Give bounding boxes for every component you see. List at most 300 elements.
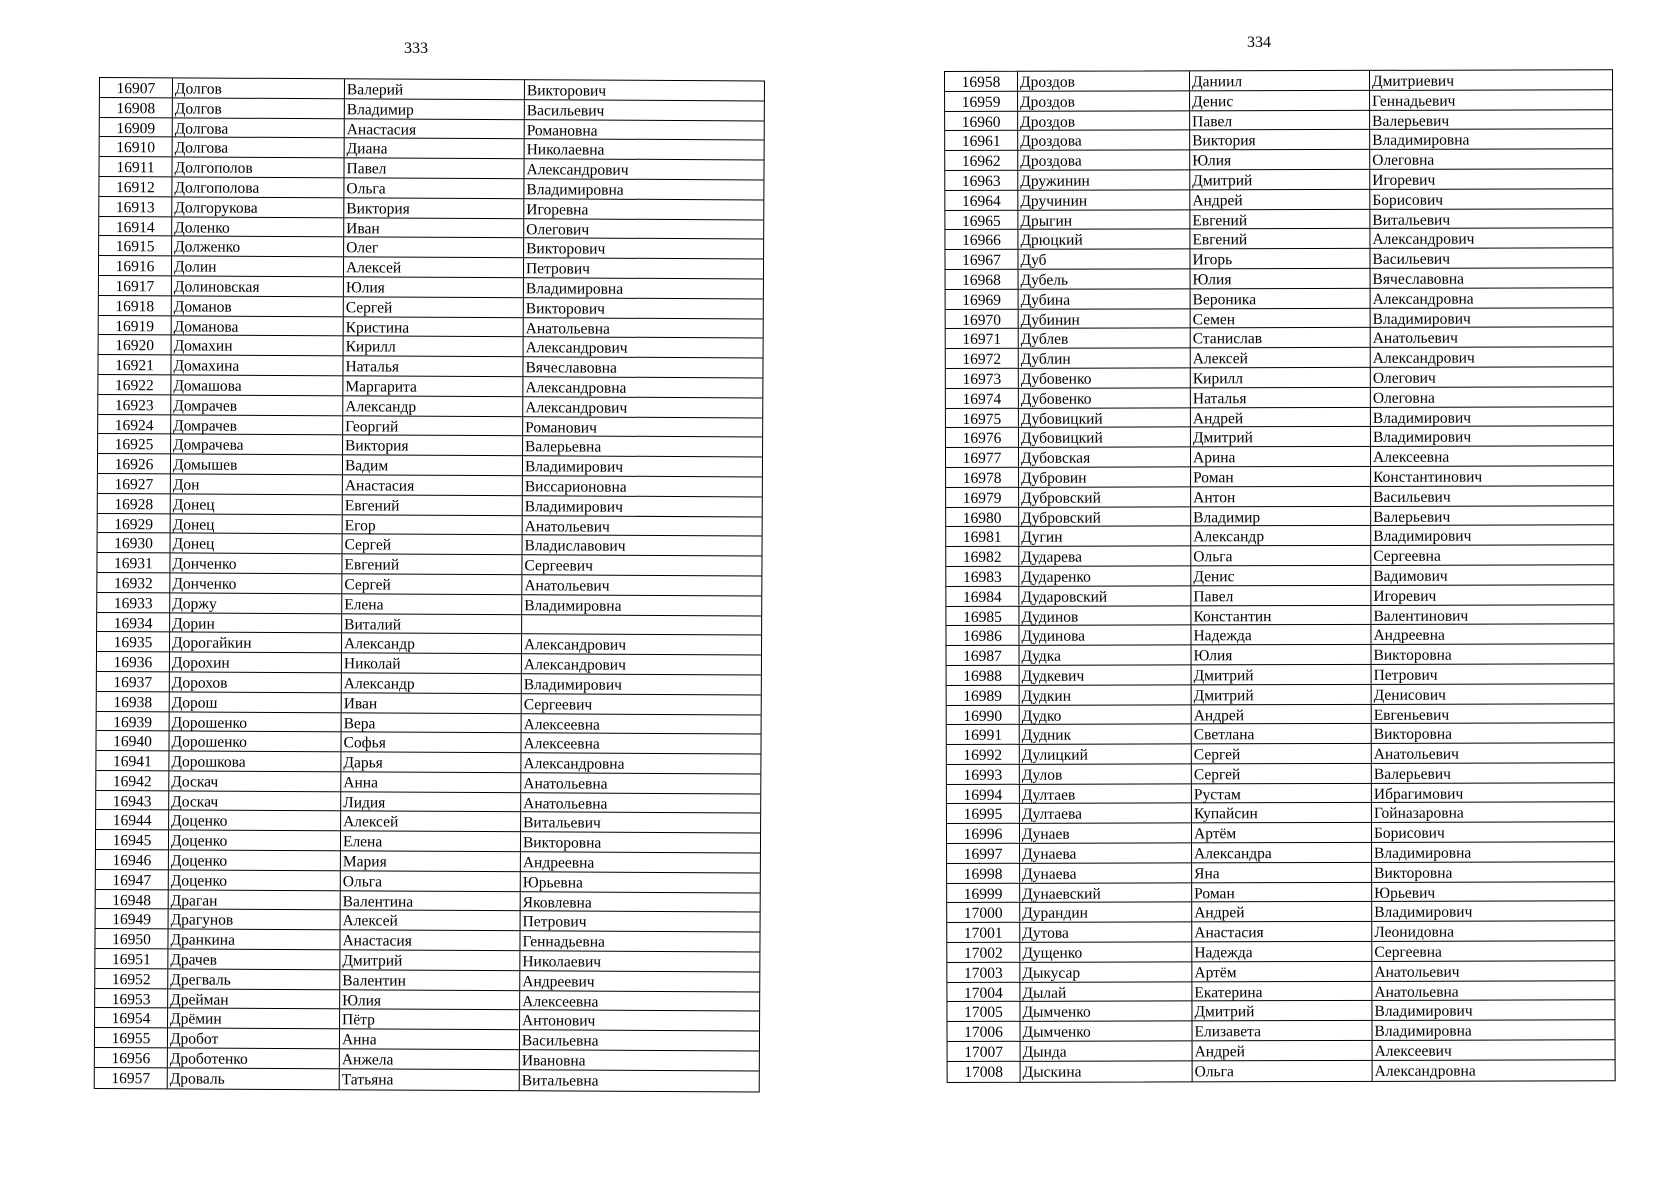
first-name-cell: Надежда — [1191, 625, 1371, 644]
last-name-cell: Дубель — [1019, 269, 1191, 288]
record-number-cell: 16989 — [947, 686, 1020, 705]
patronymic-cell: Виссарионовна — [524, 478, 627, 496]
first-name-cell: Яна — [1192, 863, 1372, 882]
record-number-cell: 16913 — [99, 197, 172, 216]
first-name-cell: Александр — [342, 673, 522, 693]
first-name-cell: Сергей — [343, 535, 523, 555]
first-name-cell: Наталья — [343, 356, 523, 376]
record-number-cell: 16952 — [95, 969, 168, 988]
patronymic-cell: Александрович — [525, 339, 628, 358]
first-name-cell: Диана — [345, 139, 525, 159]
last-name-cell: Дрыгин — [1018, 210, 1190, 229]
last-name-cell: Дущенко — [1020, 942, 1192, 961]
table-row — [946, 347, 1613, 369]
record-number-cell: 16950 — [95, 929, 168, 948]
patronymic-cell: Олегович — [1372, 369, 1436, 387]
last-name-cell: Дублев — [1019, 329, 1191, 348]
first-name-cell: Денис — [1190, 91, 1370, 110]
last-name-cell: Донец — [171, 514, 343, 534]
last-name-cell: Дултаев — [1020, 784, 1192, 803]
first-name-cell: Александр — [1191, 526, 1371, 545]
record-number-cell: 16924 — [98, 415, 171, 434]
patronymic-cell: Владиславович — [524, 537, 626, 556]
record-number-cell: 16990 — [947, 705, 1020, 724]
table-row — [947, 941, 1614, 963]
last-name-cell: Донец — [171, 534, 343, 554]
first-name-cell: Софья — [341, 733, 521, 753]
last-name-cell: Драчев — [168, 949, 340, 969]
patronymic-cell: Викторовна — [1373, 725, 1453, 743]
last-name-cell: Долин — [172, 257, 344, 277]
first-name-cell: Вадим — [343, 455, 523, 475]
first-name-cell: Алексей — [341, 911, 521, 931]
first-name-cell: Анна — [340, 1030, 520, 1050]
record-number-cell: 17006 — [947, 1022, 1020, 1041]
first-name-cell: Наталья — [1191, 388, 1371, 407]
table-row — [946, 308, 1613, 330]
first-name-cell: Георгий — [343, 416, 523, 436]
patronymic-cell: Андреевна — [522, 854, 595, 872]
patronymic-cell: Владимирович — [1372, 310, 1471, 328]
patronymic-cell: Викторовна — [1373, 646, 1452, 664]
record-number-cell: 16956 — [95, 1048, 168, 1067]
first-name-cell: Андрей — [1192, 704, 1372, 723]
patronymic-cell: Александрович — [526, 161, 629, 179]
table-row — [945, 90, 1612, 112]
table-row — [945, 229, 1612, 251]
table-row — [946, 328, 1613, 350]
last-name-cell: Дорошенко — [170, 712, 342, 732]
last-name-cell: Дроздов — [1018, 71, 1190, 90]
last-name-cell: Доскач — [169, 791, 341, 811]
first-name-cell: Татьяна — [340, 1069, 520, 1090]
table-row — [946, 466, 1613, 488]
last-name-cell: Дроваль — [168, 1068, 340, 1089]
patronymic-cell: Александрович — [523, 656, 626, 674]
patronymic-cell: Александрович — [1372, 349, 1475, 367]
record-number-cell: 16937 — [97, 672, 170, 691]
first-name-cell: Дарья — [341, 752, 521, 772]
last-name-cell: Дроздов — [1018, 91, 1190, 110]
last-name-cell: Доскач — [169, 771, 341, 791]
last-name-cell: Дунаевский — [1020, 883, 1192, 902]
table-row — [947, 1020, 1614, 1042]
last-name-cell: Дунаев — [1020, 824, 1192, 843]
table-row — [947, 981, 1614, 1003]
first-name-cell: Елена — [342, 594, 522, 614]
last-name-cell: Дубинин — [1019, 309, 1191, 328]
last-name-cell: Дубина — [1019, 289, 1191, 308]
last-name-cell: Дударовский — [1019, 586, 1191, 605]
record-number-cell: 16983 — [946, 567, 1019, 586]
last-name-cell: Дылай — [1020, 982, 1192, 1001]
last-name-cell: Домахин — [172, 336, 344, 356]
patronymic-cell: Ибрагимович — [1373, 785, 1464, 803]
table-row — [947, 783, 1614, 805]
patronymic-cell: Гойназаровна — [1373, 805, 1464, 823]
last-name-cell: Дудинов — [1019, 606, 1191, 625]
patronymic-cell: Анатольевич — [1374, 963, 1460, 981]
first-name-cell: Евгений — [1190, 229, 1370, 248]
patronymic-cell: Викторовна — [1374, 864, 1453, 882]
table-row — [948, 1040, 1615, 1062]
last-name-cell: Дымченко — [1020, 1002, 1192, 1021]
patronymic-cell: Анатольевич — [1372, 330, 1458, 348]
first-name-cell: Купайсин — [1192, 803, 1372, 822]
record-number-cell: 16968 — [946, 270, 1019, 289]
last-name-cell: Долгополов — [172, 158, 344, 178]
last-name-cell: Долгова — [173, 138, 345, 158]
record-number-cell: 16958 — [945, 72, 1018, 91]
table-row — [947, 823, 1614, 845]
record-number-cell: 16917 — [99, 276, 172, 295]
patronymic-cell: Геннадьевич — [1372, 92, 1456, 110]
first-name-cell: Александра — [1192, 843, 1372, 862]
last-name-cell: Долгова — [173, 118, 345, 138]
patronymic-cell: Александрович — [523, 636, 627, 655]
first-name-cell: Арина — [1191, 447, 1371, 466]
first-name-cell: Кирилл — [1191, 368, 1371, 387]
first-name-cell: Пётр — [340, 1010, 520, 1030]
patronymic-cell: Андреевна — [1373, 627, 1445, 644]
first-name-cell: Анна — [341, 772, 521, 792]
table-row — [947, 763, 1614, 785]
first-name-cell: Виктория — [344, 198, 524, 218]
table-row — [948, 1060, 1615, 1082]
patronymic-cell: Николаевна — [526, 141, 605, 160]
patronymic-cell: Игоревна — [526, 201, 589, 219]
record-number-cell: 16974 — [946, 389, 1019, 408]
last-name-cell: Дрейман — [168, 989, 340, 1009]
record-number-cell: 16944 — [96, 810, 169, 829]
first-name-cell: Сергей — [1192, 744, 1372, 763]
last-name-cell: Дроботенко — [168, 1048, 340, 1068]
patronymic-cell: Владимировна — [525, 280, 624, 298]
last-name-cell: Дында — [1021, 1041, 1193, 1060]
last-name-cell: Дублин — [1019, 349, 1191, 368]
last-name-cell: Домрачев — [171, 395, 343, 415]
first-name-cell: Павел — [344, 158, 524, 178]
last-name-cell: Дробот — [168, 1029, 340, 1049]
first-name-cell: Вера — [342, 713, 522, 733]
table-row — [946, 565, 1613, 587]
last-name-cell: Дударенко — [1019, 566, 1191, 585]
record-number-cell: 16962 — [945, 151, 1018, 170]
first-name-cell: Алексей — [1191, 348, 1371, 367]
record-number-cell: 16969 — [946, 290, 1019, 309]
first-name-cell: Ольга — [341, 871, 521, 891]
patronymic-cell: Анатольевич — [1373, 745, 1460, 763]
last-name-cell: Дубровский — [1019, 507, 1191, 526]
table-row — [946, 506, 1613, 528]
last-name-cell: Драган — [169, 890, 341, 910]
record-number-cell: 16959 — [945, 92, 1018, 111]
first-name-cell: Дмитрий — [1192, 685, 1372, 704]
record-number-cell: 16957 — [95, 1068, 168, 1088]
first-name-cell: Артём — [1192, 962, 1372, 981]
first-name-cell: Валентин — [340, 970, 520, 990]
first-name-cell: Олег — [344, 238, 524, 258]
last-name-cell: Дорин — [170, 613, 342, 633]
record-number-cell: 16918 — [99, 296, 172, 315]
first-name-cell: Юлия — [1192, 645, 1372, 664]
record-number-cell: 16943 — [96, 791, 169, 810]
patronymic-cell: Николаевич — [522, 953, 602, 971]
first-name-cell: Александр — [343, 396, 523, 416]
patronymic-cell: Владимирович — [1372, 428, 1472, 447]
patronymic-cell: Александрович — [1372, 230, 1475, 249]
patronymic-cell: Юрьевич — [1374, 884, 1436, 902]
patronymic-cell: Игоревич — [1372, 171, 1436, 189]
record-number-cell: 16914 — [99, 217, 172, 236]
patronymic-cell: Александровна — [523, 755, 625, 773]
patronymic-cell: Александрович — [525, 398, 628, 417]
record-number-cell: 16946 — [96, 850, 169, 869]
first-name-cell: Валерий — [345, 79, 525, 99]
first-name-cell: Павел — [1191, 586, 1371, 605]
last-name-cell: Дроздова — [1018, 151, 1190, 170]
last-name-cell: Дымченко — [1020, 1022, 1192, 1041]
patronymic-cell: Владимирович — [1374, 904, 1473, 922]
last-name-cell: Дудник — [1020, 725, 1192, 744]
record-number-cell: 16972 — [946, 349, 1019, 368]
patronymic-cell: Игоревич — [1373, 587, 1437, 605]
last-name-cell: Дултаева — [1020, 804, 1192, 823]
record-number-cell: 16994 — [947, 784, 1020, 803]
record-number-cell: 16948 — [96, 890, 169, 909]
first-name-cell: Юлия — [1191, 269, 1371, 288]
first-name-cell: Андрей — [1193, 1041, 1373, 1060]
record-number-cell: 16961 — [945, 131, 1018, 150]
patronymic-cell: Владимировна — [1374, 844, 1472, 862]
patronymic-cell: Вячеславовна — [525, 359, 618, 377]
patronymic-cell: Евгеньевич — [1373, 706, 1450, 724]
last-name-cell: Доленко — [172, 217, 344, 237]
first-name-cell: Дмитрий — [1192, 665, 1372, 684]
last-name-cell: Дранкина — [168, 930, 340, 950]
last-name-cell: Дорогайкин — [170, 633, 342, 653]
first-name-cell: Андрей — [1192, 902, 1372, 921]
first-name-cell: Евгений — [342, 554, 522, 574]
last-name-cell: Дулицкий — [1020, 744, 1192, 763]
first-name-cell: Константин — [1191, 605, 1371, 624]
record-number-cell: 16995 — [947, 804, 1020, 823]
patronymic-cell: Владимировна — [1372, 132, 1470, 150]
patronymic-cell: Викторович — [526, 82, 607, 100]
page-number: 333 — [404, 40, 428, 57]
patronymic-cell: Владимирович — [1373, 527, 1472, 546]
record-number-cell: 16933 — [97, 593, 170, 612]
last-name-cell: Дударева — [1019, 546, 1191, 565]
record-number-cell: 16927 — [98, 474, 171, 493]
record-number-cell: 17002 — [947, 943, 1020, 962]
record-number-cell: 16921 — [98, 355, 171, 374]
last-name-cell: Долгополова — [172, 177, 344, 197]
first-name-cell: Семен — [1191, 308, 1371, 327]
patronymic-cell: Петрович — [522, 913, 587, 932]
record-number-cell: 16942 — [96, 771, 169, 790]
record-number-cell: 16978 — [946, 468, 1019, 487]
record-number-cell: 16979 — [946, 488, 1019, 507]
patronymic-cell: Петрович — [1373, 666, 1438, 684]
patronymic-cell: Алексеевна — [522, 992, 599, 1011]
first-name-cell: Анастасия — [340, 931, 520, 951]
table-row — [945, 70, 1612, 92]
record-number-cell: 16919 — [99, 316, 172, 335]
first-name-cell: Станислав — [1191, 328, 1371, 347]
record-number-cell: 16980 — [946, 507, 1019, 526]
table-row — [946, 427, 1613, 449]
record-number-cell: 16951 — [95, 949, 168, 968]
last-name-cell: Дон — [171, 474, 343, 494]
patronymic-cell: Валентинович — [1373, 607, 1469, 625]
last-name-cell: Дубровин — [1019, 467, 1191, 486]
last-name-cell: Дубовицкий — [1019, 408, 1191, 427]
table-row — [946, 288, 1613, 310]
patronymic-cell — [522, 615, 761, 635]
last-name-cell: Домрачев — [171, 415, 343, 435]
patronymic-cell: Владимирович — [523, 676, 623, 694]
last-name-cell: Донченко — [170, 573, 342, 593]
patronymic-cell: Петрович — [525, 260, 590, 278]
record-number-cell: 16985 — [946, 606, 1019, 625]
last-name-cell: Дулов — [1020, 764, 1192, 783]
first-name-cell: Николай — [342, 653, 522, 673]
patronymic-cell: Анатольевич — [524, 577, 610, 595]
last-name-cell: Дрёмин — [168, 1009, 340, 1029]
last-name-cell: Дудко — [1020, 705, 1192, 724]
first-name-cell: Ольга — [1191, 546, 1371, 565]
patronymic-cell: Владимирович — [524, 458, 624, 476]
record-number-cell: 17008 — [948, 1062, 1021, 1082]
record-number-cell: 17004 — [947, 982, 1020, 1001]
patronymic-cell: Борисович — [1372, 191, 1444, 209]
table-row — [947, 862, 1614, 884]
table-row — [95, 1068, 759, 1091]
first-name-cell: Мария — [341, 851, 521, 871]
record-number-cell: 16908 — [100, 98, 173, 117]
table-row — [947, 1001, 1614, 1023]
first-name-cell: Маргарита — [343, 376, 523, 396]
first-name-cell: Владимир — [1191, 506, 1371, 525]
record-number-cell: 17001 — [947, 923, 1020, 942]
last-name-cell: Дроздов — [1018, 111, 1190, 130]
first-name-cell: Егор — [343, 515, 523, 535]
first-name-cell: Сергей — [1192, 764, 1372, 783]
record-number-cell: 16954 — [95, 1008, 168, 1027]
last-name-cell: Драгунов — [169, 910, 341, 930]
last-name-cell: Дорохин — [170, 652, 342, 672]
record-number-cell: 16998 — [947, 864, 1020, 883]
table-row — [946, 486, 1613, 508]
first-name-cell: Юлия — [340, 990, 520, 1010]
first-name-cell: Андрей — [1191, 407, 1371, 426]
patronymic-cell: Дмитриевич — [1372, 72, 1455, 90]
first-name-cell: Кристина — [344, 317, 524, 337]
record-number-cell: 16964 — [945, 191, 1018, 210]
patronymic-cell: Александровна — [1374, 1062, 1476, 1080]
last-name-cell: Дуб — [1018, 250, 1190, 269]
name-table — [94, 77, 765, 1092]
record-number-cell: 16973 — [946, 369, 1019, 388]
first-name-cell: Елизавета — [1192, 1021, 1372, 1040]
table-row — [947, 704, 1614, 726]
last-name-cell: Дорошенко — [169, 732, 341, 752]
record-number-cell: 16920 — [99, 335, 172, 354]
table-row — [946, 387, 1613, 409]
table-row — [946, 605, 1613, 627]
first-name-cell: Дмитрий — [1192, 1001, 1372, 1020]
patronymic-cell: Васильевич — [1372, 250, 1451, 268]
patronymic-cell: Александровна — [1372, 290, 1474, 308]
patronymic-cell: Яковлевна — [522, 893, 592, 912]
table-row — [946, 407, 1613, 429]
first-name-cell: Евгений — [1190, 209, 1370, 228]
first-name-cell: Роман — [1191, 467, 1371, 486]
first-name-cell: Екатерина — [1192, 982, 1372, 1001]
record-number-cell: 16963 — [945, 171, 1018, 190]
record-number-cell: 16992 — [947, 745, 1020, 764]
first-name-cell: Алексей — [344, 257, 524, 277]
patronymic-cell: Алексеевна — [523, 735, 600, 753]
page-number: 334 — [1247, 34, 1271, 51]
patronymic-cell: Ивановна — [521, 1052, 586, 1070]
last-name-cell: Домахина — [171, 356, 343, 376]
table-row — [946, 625, 1613, 647]
patronymic-cell: Валерьевич — [1373, 765, 1451, 783]
record-number-cell: 16966 — [945, 230, 1018, 249]
record-number-cell: 16965 — [945, 210, 1018, 229]
first-name-cell: Дмитрий — [1190, 170, 1370, 189]
record-number-cell: 16929 — [98, 514, 171, 533]
first-name-cell: Анастасия — [343, 475, 523, 495]
patronymic-cell: Владимировна — [1374, 1022, 1472, 1040]
first-name-cell: Анастасия — [1192, 922, 1372, 941]
first-name-cell: Вероника — [1191, 289, 1371, 308]
first-name-cell: Сергей — [342, 574, 522, 594]
last-name-cell: Доманов — [172, 296, 344, 316]
record-number-cell: 17007 — [948, 1042, 1021, 1061]
last-name-cell: Дубровский — [1019, 487, 1191, 506]
record-number-cell: 16976 — [946, 428, 1019, 447]
record-number-cell: 16930 — [98, 533, 171, 552]
patronymic-cell: Вячеславовна — [1372, 270, 1465, 288]
record-number-cell: 16996 — [947, 824, 1020, 843]
patronymic-cell: Сергеевна — [1374, 943, 1442, 961]
first-name-cell: Виктория — [1190, 130, 1370, 149]
last-name-cell: Дроздова — [1018, 131, 1190, 150]
patronymic-cell: Анатольевич — [524, 517, 610, 536]
table-row — [946, 367, 1613, 389]
record-number-cell: 17000 — [947, 903, 1020, 922]
record-number-cell: 16967 — [945, 250, 1018, 269]
table-row — [945, 189, 1612, 211]
last-name-cell: Дручинин — [1018, 190, 1190, 209]
first-name-cell: Валентина — [341, 891, 521, 911]
record-number-cell: 16915 — [99, 236, 172, 255]
last-name-cell: Дубовицкий — [1019, 428, 1191, 447]
first-name-cell: Иван — [342, 693, 522, 713]
record-number-cell: 16970 — [946, 309, 1019, 328]
table-row — [945, 209, 1612, 231]
first-name-cell: Анжела — [340, 1049, 520, 1069]
record-number-cell: 16916 — [99, 256, 172, 275]
last-name-cell: Доманова — [172, 316, 344, 336]
last-name-cell: Доценко — [169, 831, 341, 851]
last-name-cell: Долгов — [173, 78, 345, 98]
record-number-cell: 16926 — [98, 454, 171, 473]
record-number-cell: 16938 — [97, 692, 170, 711]
